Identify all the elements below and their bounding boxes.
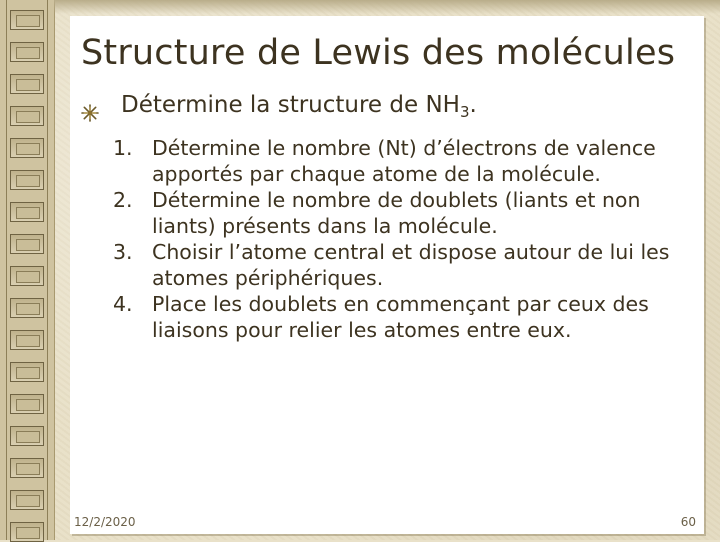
list-item (113, 135, 703, 187)
lead-suffix: . (469, 92, 477, 118)
step-text: Place les doublets en commençant par ceux des liaisons pour relier les atomes entre eux. (152, 292, 649, 342)
list-item (113, 239, 703, 291)
strip-tile (10, 106, 44, 126)
strip-tile (10, 298, 44, 318)
step-text: Détermine le nombre (Nt) d’électrons de valence apportés par chaque atome de la molécule. (152, 136, 656, 186)
slide-title: Structure de Lewis des molécules (81, 33, 676, 73)
strip-tile (10, 426, 44, 446)
strip-tile (10, 522, 44, 542)
lead-subscript: 3 (459, 103, 470, 121)
strip-tile (10, 458, 44, 478)
step-text: Détermine le nombre de doublets (liants et non liants) présents dans la molécule. (152, 188, 641, 238)
step-number: 1. (113, 136, 133, 160)
list-item (113, 291, 703, 343)
strip-tile (10, 234, 44, 254)
step-number: 2. (113, 188, 133, 212)
footer-page-number: 60 (680, 515, 696, 529)
strip-tile (10, 330, 44, 350)
starburst-bullet-icon (81, 104, 99, 122)
lead-text: Détermine la structure de NH (121, 92, 460, 118)
step-number: 4. (113, 292, 133, 316)
lead-bullet-text (121, 92, 477, 121)
strip-tile (10, 138, 44, 158)
strip-tile (10, 394, 44, 414)
strip-tile (10, 266, 44, 286)
strip-tile (10, 10, 44, 30)
strip-line (6, 0, 7, 540)
strip-tile (10, 74, 44, 94)
list-item (113, 187, 703, 239)
step-number: 3. (113, 240, 133, 264)
strip-tile (10, 362, 44, 382)
decorative-left-strip (0, 0, 55, 540)
strip-line (47, 0, 48, 540)
strip-tile (10, 170, 44, 190)
step-text: Choisir l’atome central et dispose autour de lui les atomes périphériques. (152, 240, 670, 290)
footer-date: 12/2/2020 (74, 515, 136, 529)
strip-tile (10, 202, 44, 222)
strip-tile (10, 42, 44, 62)
top-shadow-band (54, 0, 720, 14)
strip-tile (10, 490, 44, 510)
steps-list (113, 135, 703, 343)
